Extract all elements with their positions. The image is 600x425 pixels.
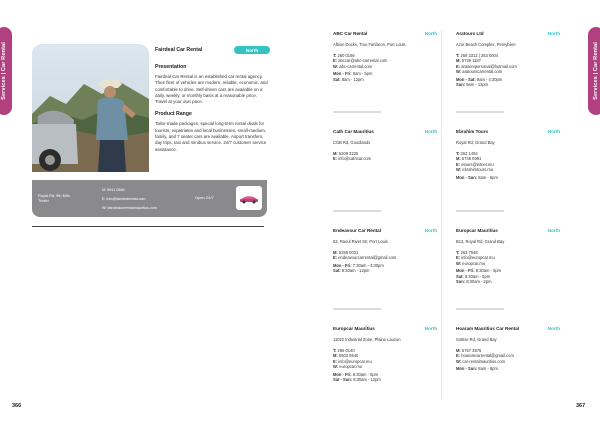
listing-contact-line: E: abccar@abc-carrental.com [333, 58, 388, 64]
feature-email: E: info@fairdealrental.com [102, 197, 146, 201]
listing-region: North [424, 129, 437, 134]
listing-divider [456, 111, 504, 113]
feature-phone: M: 5941 0566 [102, 188, 125, 192]
listing-contact-line: Mon - Fri: 8:30am - 5pm [456, 268, 502, 274]
listing-divider [333, 308, 381, 310]
presentation-title: Presentation [155, 64, 187, 70]
listing-contact-line: E: info@europcar.mu [333, 358, 372, 364]
feature-address: Royal Rd, 9th Mile, Triolet [38, 193, 71, 204]
listing-contact-line: W: europcar.mu [333, 364, 363, 370]
listing-divider [456, 210, 504, 212]
listing-region: North [547, 228, 560, 233]
listing-contact-line: M: 5209 3225 [333, 151, 359, 156]
listing-contact-line: E: etours@intnet.mu [456, 161, 494, 167]
listing-contact-line: E: hoaramcarrental@gmail.com [456, 353, 514, 359]
listing-contact-line: W: ebrahimtours.mu [456, 167, 494, 173]
listing-region: North [424, 228, 437, 233]
listing-contact-line: W: abc-carrental.com [333, 63, 373, 69]
column-separator [441, 30, 442, 400]
listing-contact-line: Sat: 8:30am - 5pm [456, 273, 491, 279]
listing-contact-line: E: endeavourcarrental@gmail.com [333, 255, 397, 261]
listing-contact-line: M: 5729 1187 [456, 58, 481, 64]
listing-entry [333, 129, 437, 162]
listing-contact-line: Sun: 9am - 12pm [456, 82, 489, 88]
feature-photo [32, 44, 149, 172]
listing-address: CGB Rd, Goodlands [333, 140, 371, 145]
listing-contact-line: M: 5503 9540 [333, 353, 359, 359]
listing-entry [456, 31, 560, 87]
region-badge: North [234, 46, 270, 54]
section-tab-right [588, 27, 600, 115]
page-number-left: 366 [12, 403, 22, 409]
listing-entry [333, 326, 437, 382]
listing-contact-line: M: 5259 0031 [333, 250, 359, 255]
listing-contact-line: Sat - Sun: 8:30am - 12pm [333, 377, 381, 383]
listing-address: 11022 Industrial Zone, Plaine Lauzun [333, 337, 401, 342]
listing-region: North [547, 326, 560, 331]
section-tab-label: Services | Car Rental [1, 42, 7, 100]
listing-contact-line: T: 263 1454 [456, 151, 478, 156]
listing-contact-line: T: 269 3312 | 263 0004 [456, 53, 499, 58]
listing-entry [333, 228, 437, 274]
listing-name: Europcar Mauritius [456, 228, 498, 233]
listing-address: Royal Rd, Grand Bay [456, 140, 495, 145]
listing-contact-line: M: 5767 3875 [456, 348, 482, 353]
listing-region: North [547, 31, 560, 36]
section-tab-label: Services | Car Rental [593, 42, 599, 100]
listing-divider [333, 111, 381, 113]
listing-name: Europcar Mauritius [333, 326, 375, 331]
listing-address: Albion Docks, Trou Fanfaron, Port Louis [333, 42, 406, 47]
listing-contact-line: T: 260 0166 [333, 53, 355, 58]
listing-name: ABC Car Rental [333, 31, 368, 36]
listing-divider [333, 210, 381, 212]
company-logo [236, 186, 262, 210]
listing-entry [456, 129, 560, 180]
listing-contact-line: Mon - Sun: 8am - 6pm [456, 174, 498, 180]
listing-region: North [424, 326, 437, 331]
listing-contact-line: W: car-rentalmauritius.com [456, 358, 506, 364]
feature-web: W: fairdealcarrentalmauritius.com [102, 206, 157, 210]
listing-contact-line: Mon - Fri: 8am - 5pm [333, 71, 373, 77]
listing-address: 63, Raoul Rivet Str, Port Louis [333, 239, 388, 244]
product-range-text: Tailor-made packages, special long-term rental deals for tourists, expatriates and local businesses, small-medium, family, and 7 seater cars are available. Airport transfers, day trips, taxi and minibus service. 24/7 customer service assistance. [155, 121, 267, 152]
listing-name: Endeavour Car Rental [333, 228, 381, 233]
listing-name: Cath Car Mauritius [333, 129, 374, 134]
presentation-text: Fairdeal Car Rental is an established car rental agency. Their fleet of vehicles are modern, reliable, economic, and comfortable to drive. Self-driven cars are available on a daily, weekly, or monthly basis at a reasonable price. Travel at your own pace. [155, 74, 268, 105]
feature-name: Fairdeal Car Rental [155, 47, 203, 53]
listing-contact-line: Mon - Fri: 7:30am - 4:30pm [333, 262, 384, 268]
listing-contact-line: Sun: 8:30am - 2pm [456, 279, 492, 285]
listing-contact-line: W: europcar.mu [456, 260, 486, 266]
product-range-title: Product Range [155, 111, 192, 118]
listing-contact-line: W: aratourscarrental.com [456, 69, 503, 75]
listing-contact-line: T: 286 0140 [333, 348, 355, 353]
listing-contact-line: E: info@cathcar.com [333, 156, 372, 162]
listing-name: Aratours Ltd [456, 31, 484, 36]
listing-name: Ebrahim Tours [456, 129, 489, 134]
listing-address: Azur Beach Complex, Pereybère [456, 42, 516, 47]
listing-region: North [424, 31, 437, 36]
listing-contact-line: Sat: 8:30am - 12pm [333, 268, 370, 274]
section-tab-left [0, 27, 12, 115]
listing-entry [456, 228, 560, 284]
listing-divider [456, 308, 504, 310]
listing-contact-line: E: info@europcar.mu [456, 255, 495, 261]
page-number-right: 367 [576, 403, 586, 409]
listing-address: B13, Royal Rd, Grand Bay [456, 239, 505, 244]
listing-contact-line: Sat: 8am - 12pm [333, 76, 364, 82]
feature-details [155, 46, 270, 159]
listing-contact-line: T: 263 7948 [456, 250, 478, 255]
listing-contact-line: E: araservpersonal@hotmail.com [456, 63, 517, 69]
page-rule [32, 226, 264, 227]
listing-contact-line: Mon - Fri: 8:30am - 5pm [333, 371, 379, 377]
listing-contact-line: Mon - Sun: 8am - 8pm [456, 366, 498, 372]
listing-contact-line: M: 5746 0991 [456, 156, 482, 162]
listing-address: Sottise Rd, Grand Bay [456, 337, 497, 342]
listing-region: North [547, 129, 560, 134]
listing-entry [456, 326, 560, 372]
feature-contact-bar [32, 180, 267, 217]
feature-hours: Open 24/7 [195, 195, 214, 200]
listing-entry [333, 31, 437, 82]
listing-contact-line: Mon - Sat: 9am - 4:30pm [456, 76, 503, 82]
listing-name: Hoaram Mauritius Car Rental [456, 326, 520, 331]
